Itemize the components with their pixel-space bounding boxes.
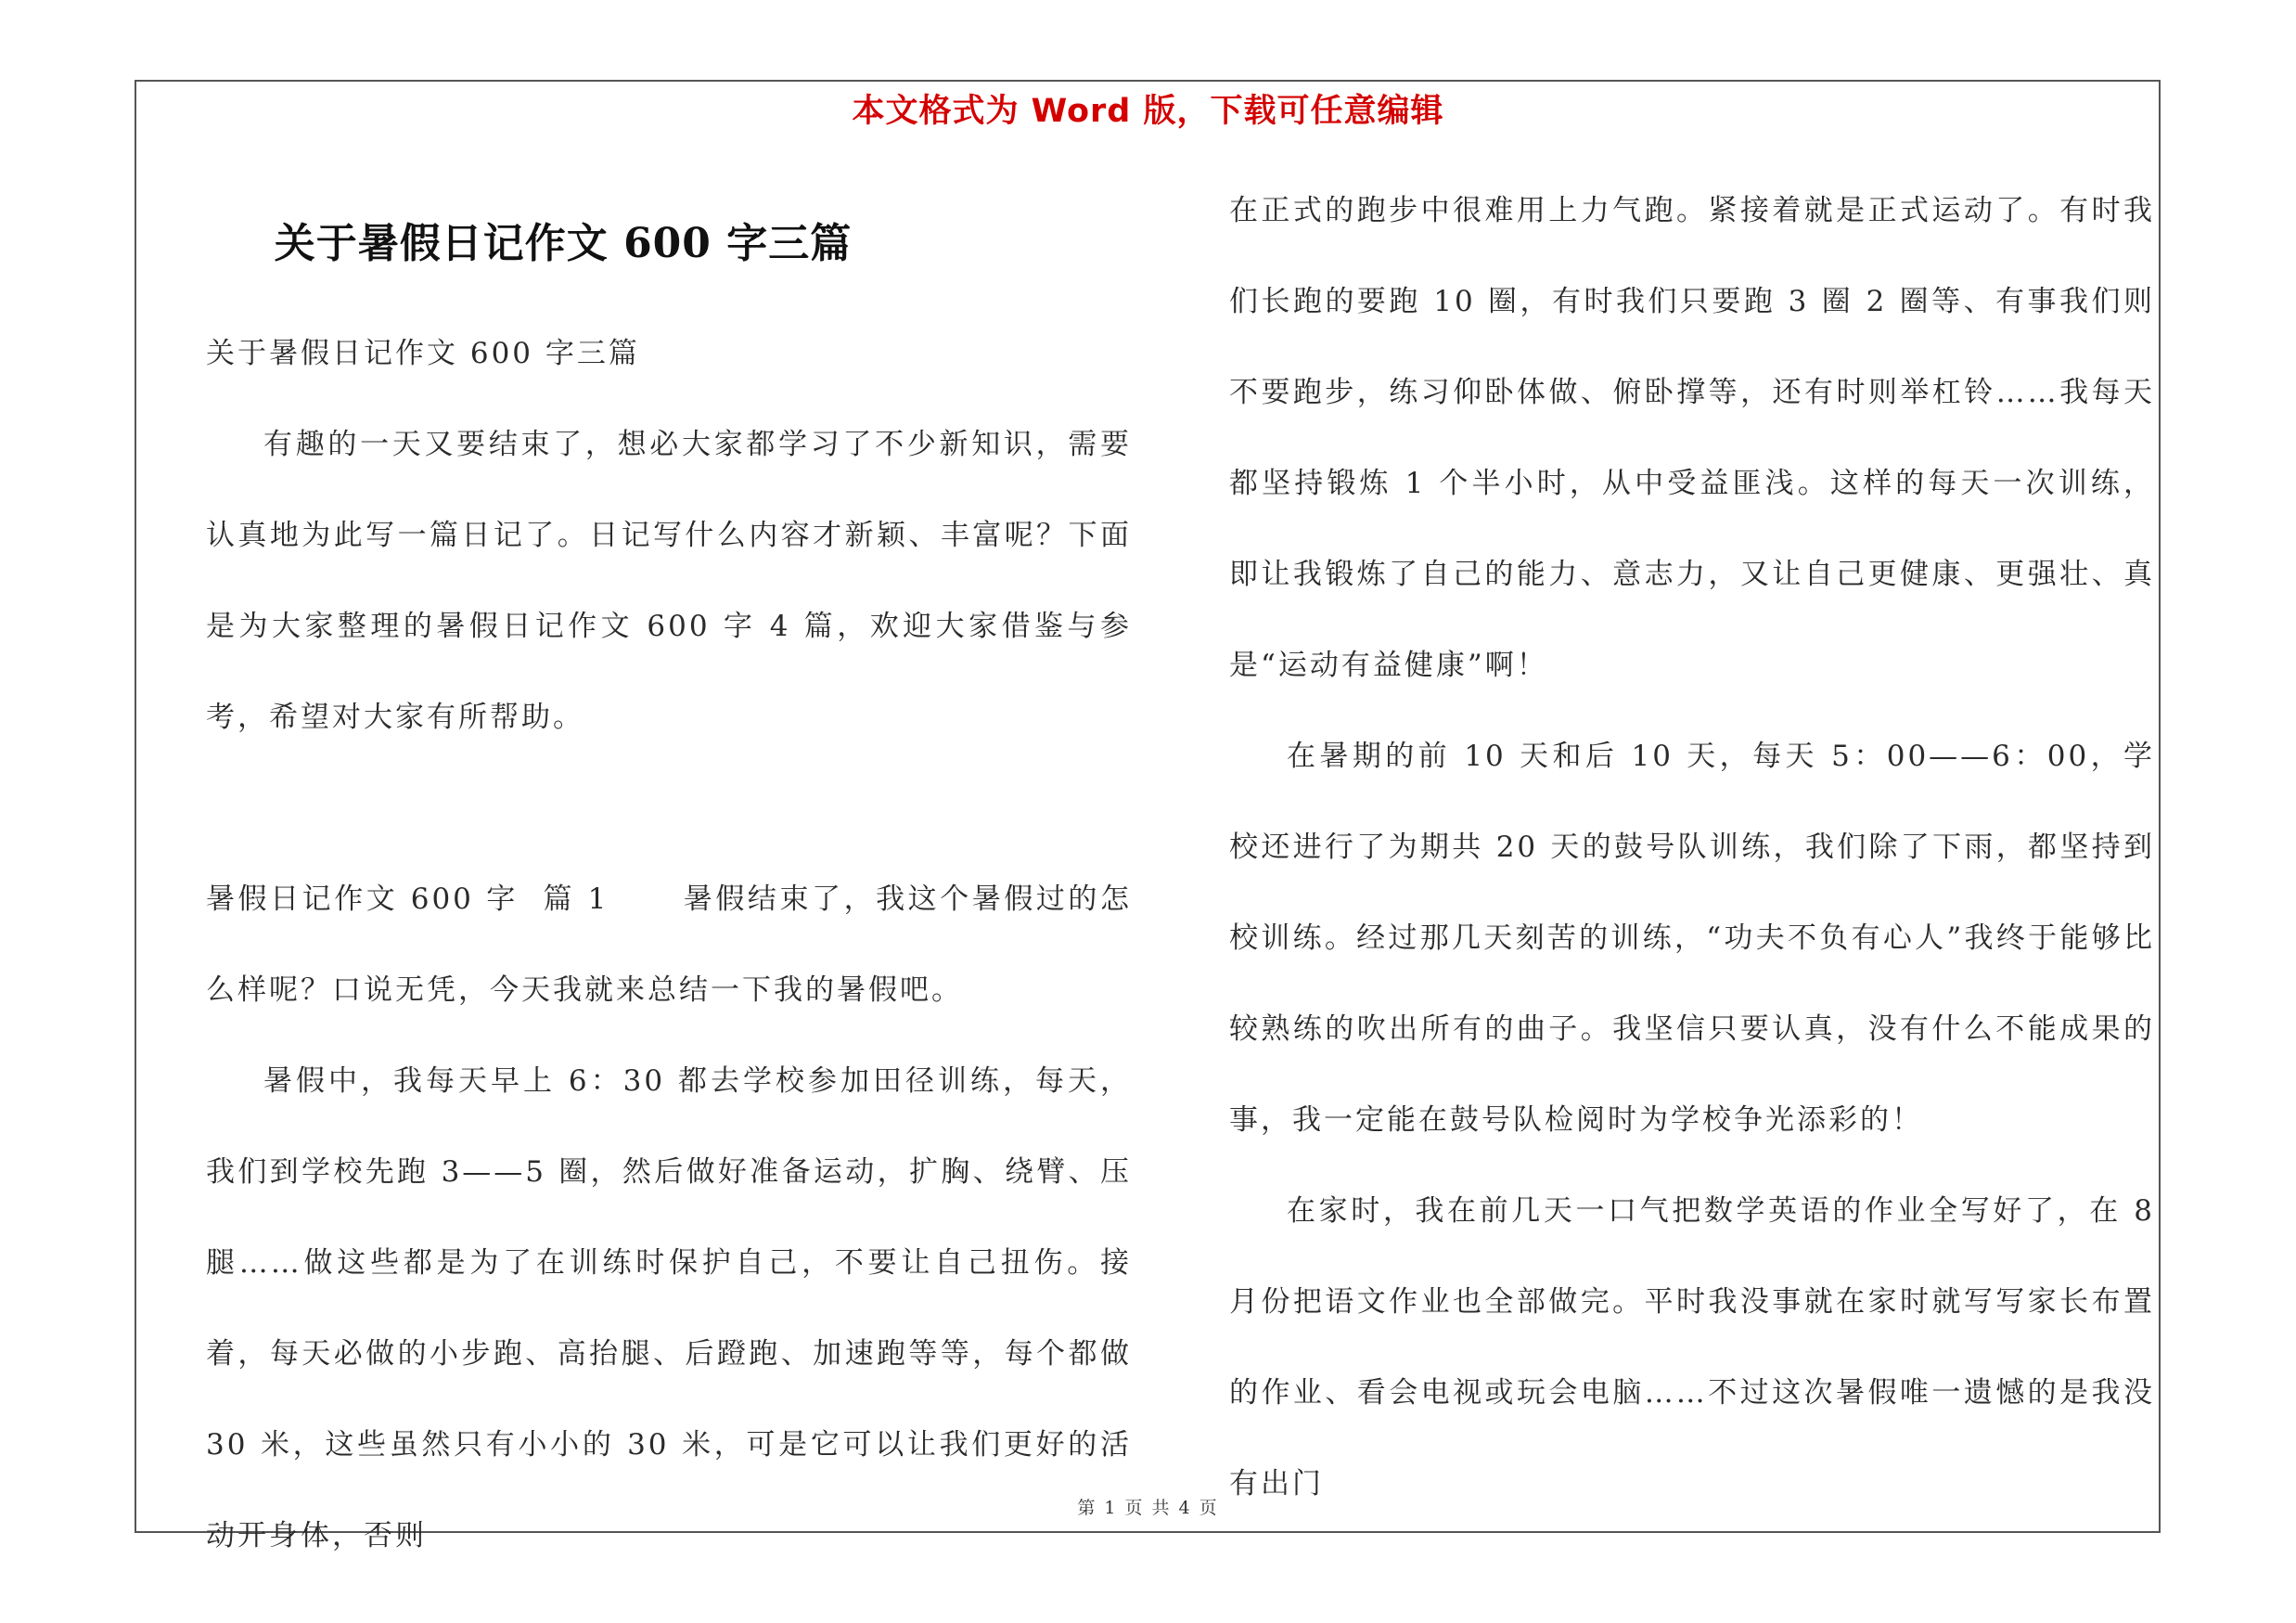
body-paragraph-1-continued: 在正式的跑步中很难用上力气跑。紧接着就是正式运动了。有时我们长跑的要跑 10 圈，有时我们只要跑 3 圈 2 圈等、有事我们则不要跑步，练习仰卧体做、俯卧撑等，还有时则举杠铃……我每天都坚持锻炼 1 个半小时，从中受益匪浅。这样的每天一次训练，即让我锻炼了自己的能力、意志力，又让自己更健康、更强壮、真是“运动有益健康”啊！ <box>1229 194 2155 682</box>
subtitle: 关于暑假日记作文 600 字三篇 <box>206 337 640 370</box>
paragraph-gap <box>206 763 1132 854</box>
format-banner: 本文格式为 Word 版，下载可任意编辑 <box>852 93 1444 130</box>
body-paragraph-2: 在暑期的前 10 天和后 10 天，每天 5：00——6：00，学校还进行了为期共 20 天的鼓号队训练，我们除了下雨，都坚持到校训练。经过那几天刻苦的训练，“功夫不负有心人”我终于能够比较熟练的吹出所有的曲子。我坚信只要认真，没有什么不能成果的事，我一定能在鼓号队检阅时为学校争光添彩的！ <box>1229 740 2155 1137</box>
left-column <box>206 308 1132 1581</box>
section-heading-paragraph: 暑假日记作文 600 字 篇 1 暑假结束了，我这个暑假过的怎么样呢？口说无凭，今天我就来总结一下我的暑假吧。 <box>206 882 1132 1007</box>
document-title: 关于暑假日记作文 600 字三篇 <box>274 220 853 267</box>
intro-paragraph: 有趣的一天又要结束了，想必大家都学习了不少新知识，需要认真地为此写一篇日记了。日记写什么内容才新颖、丰富呢？下面是为大家整理的暑假日记作文 600 字 4 篇，欢迎大家借鉴与参考，希望对大家有所帮助。 <box>206 428 1132 734</box>
page-footer: 第 1 页 共 4 页 <box>1077 1498 1219 1518</box>
body-paragraph-3: 在家时，我在前几天一口气把数学英语的作业全写好了，在 8 月份把语文作业也全部做完。平时我没事就在家时就写写家长布置的作业、看会电视或玩会电脑……不过这次暑假唯一遗憾的是我没有出门 <box>1229 1194 2155 1501</box>
body-paragraph-1: 暑假中，我每天早上 6：30 都去学校参加田径训练，每天，我们到学校先跑 3——5 圈，然后做好准备运动，扩胸、绕臂、压腿……做这些都是为了在训练时保护自己，不要让自己扭伤。接着，每天必做的小步跑、高抬腿、后蹬跑、加速跑等等，每个都做 30 米，这些虽然只有小小的 30 米，可是它可以让我们更好的活动开身体，否则 <box>206 1064 1132 1552</box>
right-column <box>1229 165 2155 1529</box>
